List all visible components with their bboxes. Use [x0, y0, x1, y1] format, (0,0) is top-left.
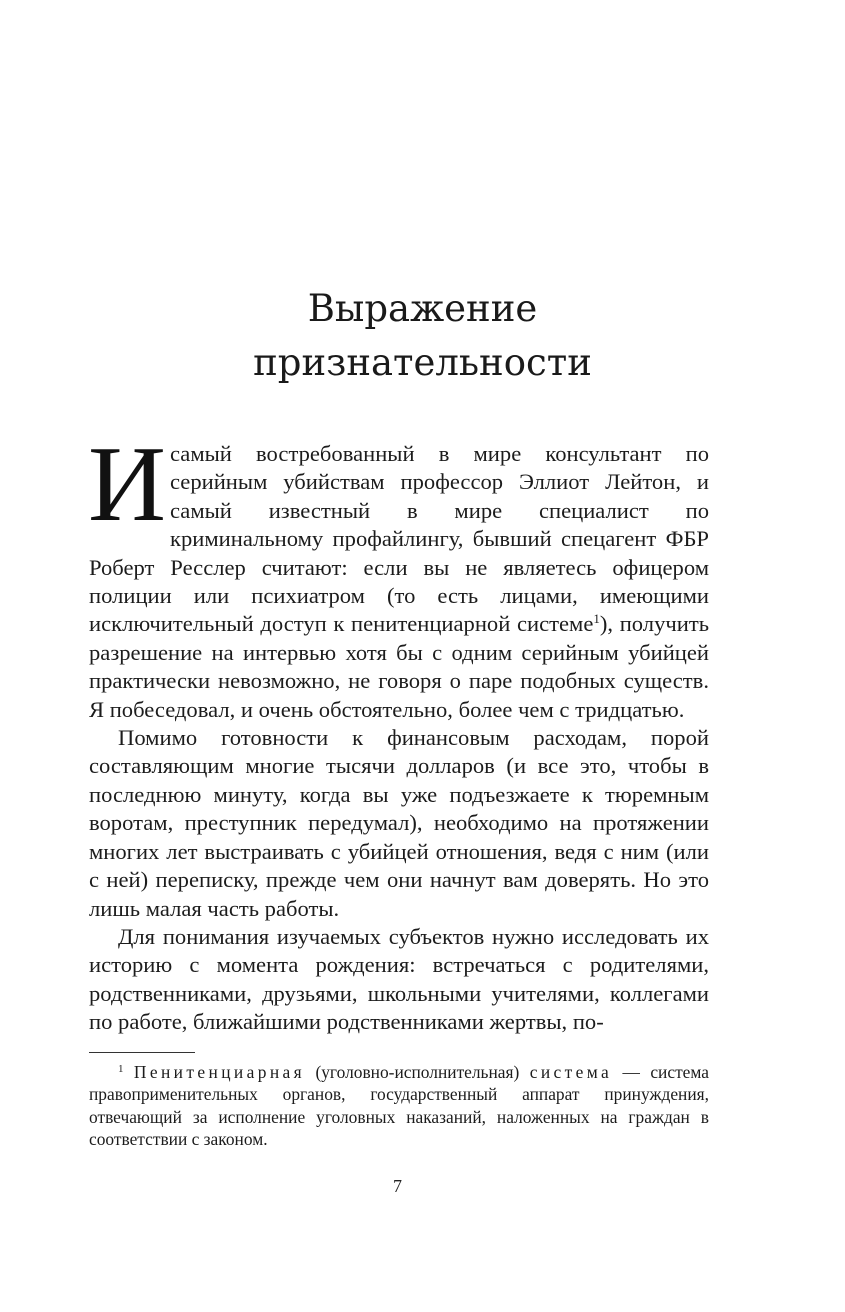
paragraph-3: Для понимания изучаемых субъектов нужно исследовать их историю с момента рождения: встречаться с родителями, родственниками, друзьями, школьными учителями, коллегами по работе, ближайшими родственниками жертвы, по-: [89, 923, 709, 1035]
footnote-term-penitentiary: Пенитенциарная: [133, 1062, 306, 1082]
footnote-middle: (уголовно-исполнительная): [305, 1062, 530, 1082]
body-text: [88, 425, 709, 1037]
paragraph-1: [88, 425, 709, 724]
paragraph-2: Помимо готовности к финансовым расходам, порой составляющим многие тысячи долларов (и все это, чтобы в последнюю минуту, когда вы уже подъезжаете к тюремным воротам, преступник передумал), необходимо на протяжении многих лет выстраивать с убийцей отношения, ведя с ним (или с ней) переписку, прежде чем они начнут вам доверять. Но это лишь малая часть работы.: [89, 725, 709, 921]
drop-cap: И: [88, 425, 166, 544]
footnote-definition: — система правоприменительных органов, государственный аппарат принуждения, отвечающий за исполнение уголовных наказаний, наложенных на граждан в соответствии с законом.: [89, 1062, 709, 1150]
chapter-title-line-2: признательности: [253, 341, 592, 384]
chapter-title: [0, 282, 845, 390]
paragraph-1-text-end: ), получить разрешение на интервью хотя бы с одним серийным убийцей практически невозможно, не говоря о паре подобных существ. Я побеседовал, и очень обстоятельно, более чем с тридцатью.: [89, 611, 709, 722]
footnote-reference[interactable]: 1: [593, 611, 600, 627]
chapter-title-line-1: Выражение: [307, 287, 538, 330]
footnote-divider: [89, 1052, 195, 1053]
page-number: 7: [393, 1176, 402, 1196]
footnote: [89, 1061, 709, 1151]
footnote-term-system: система: [529, 1062, 613, 1082]
footnote-text: [89, 1061, 709, 1151]
paragraph-1-text-start: самый востребованный в мире консультант по серийным убийствам профессор Эллиот Лейтон, и самый известный в мире специалист по криминальному профайлингу, бывший спецагент ФБР Роберт Ресслер считают: если вы не являетесь офицером полиции или психиатром (то есть лицами, имеющими исключительный доступ к пенитенциарной системе: [89, 441, 709, 637]
footnote-mark: 1: [118, 1063, 124, 1075]
